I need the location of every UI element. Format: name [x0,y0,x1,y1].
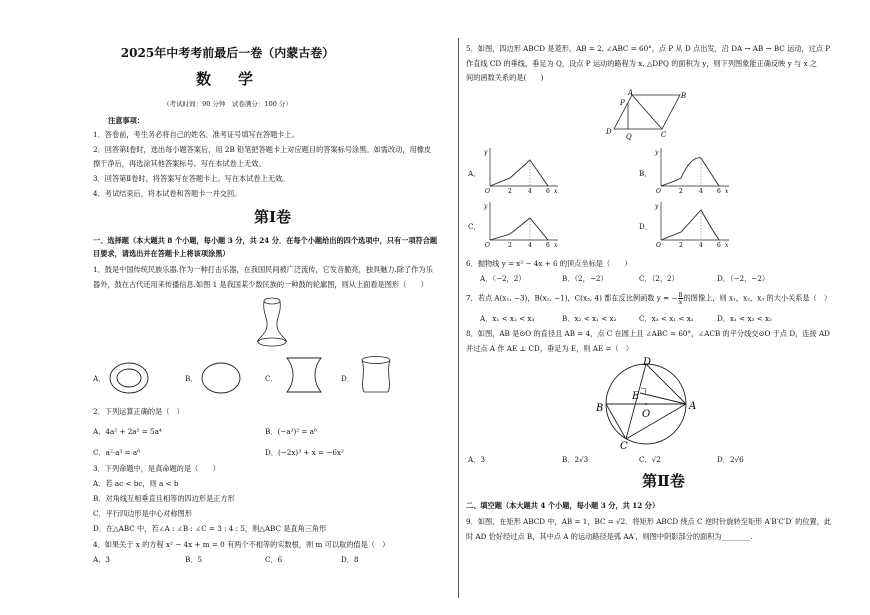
q6-stem: 6．抛物线 y = x² − 4x + 6 的顶点坐标是（ ） [466,259,632,268]
q5-rhombus-figure [606,89,690,141]
q5-stem: 5．如图，四边形 ABCD 是菱形，AB = 2, ∠ABC = 60°，点 P 从 D 点出发，沿 DA → AB → BC 运动，过点 P [466,44,831,53]
q4-stem: 4．如果关于 x 的方程 x² − 4x + m = 0 有两个不相等的实数根，则 m 可以取的值是（ ） [93,540,390,549]
note-item: 擦干净后，再选涂其他答案标号。写在本试卷上无效。 [93,159,266,168]
q2-option-d[interactable]: D．(−2x)³ + x = −6x² [265,448,344,457]
q1-option-c[interactable]: C． [265,374,278,383]
note-item: 2．回答第Ⅰ卷时，选出每小题答案后，用 2B 铅笔把答题卡上对应题目的答案标号涂黑。如需改动，用橡皮 [93,145,432,154]
q5-graph-x-label: x [725,242,729,249]
q2-stem: 2．下列运算正确的是（ ） [93,407,184,416]
q5-graph-y-label: y [655,203,659,210]
q7-fraction-denominator: x [678,298,683,306]
q8-option-c[interactable]: C．√2 [639,455,661,464]
q5-graph-tick: 6 [717,242,721,249]
q7-option-c[interactable]: C．x₃ < x₁ < x₂ [639,314,694,323]
q5-graph-c [482,200,562,248]
q5-graph-d [653,200,733,248]
q7-fraction-numerator: 8 [678,291,683,299]
q3-stem: 3．下列命题中，是真命题的是（ ） [93,464,220,473]
q6-option-d[interactable]: D．（−2，−2） [717,274,770,283]
q7-stem-part: 7．若点 A(x₁, −3)，B(x₂, −1)，C(x₃, 4) 都在反比例函数 y = − [466,293,678,303]
q5-graph-b [653,146,733,194]
q9-stem: 时 AD 恰好经过点 B，其中点 A 的运动路径是弧 AA′，则图中阴影部分的面积为________. [466,532,753,541]
section1-intro: 目要求，请选出并在答题卡上将该项涂黑） [93,249,230,258]
q5-graph-x-label: x [554,242,558,249]
q6-option-b[interactable]: B．（2，−2） [562,274,608,283]
exam-title: 2025年中考考前最后一卷（内蒙古卷） [120,46,335,60]
q2-option-c[interactable]: C．a²·a³ = a⁶ [93,448,141,457]
note-item: 3．回答第Ⅱ卷时，将答案写在答题卡上。写在本试卷上无效。 [93,174,290,183]
q8-stem: 8．如图，AB 是⊙O 的直径且 AB = 4，点 C 在圆上且 ∠ABC = 60°，∠ACB 的平分线交⊙O 于点 D，连接 AD [466,329,830,338]
q5-stem: 间的函数关系的是( ) [466,73,544,82]
note-item: 4．考试结束后，将本试卷和答题卡一并交回。 [93,189,242,198]
q4-option-d[interactable]: D．8 [341,555,359,564]
section2-title: 第Ⅱ卷 [642,472,685,490]
q5-graph-tick: 4 [699,188,703,195]
q5-graph-tick: 4 [528,242,532,249]
q5-graph-a [482,146,562,194]
q1-option-a[interactable]: A． [93,374,106,383]
q8-option-a[interactable]: A．3 [468,455,485,464]
q1-option-c-figure [283,354,325,396]
q8-label-o: O [642,409,651,420]
q7-option-d[interactable]: D．x₁ < x₃ < x₂ [717,314,772,323]
q5-graph-tick: 2 [679,242,683,249]
q5-graph-x-label: x [725,188,729,195]
q2-option-b[interactable]: B．(−a³)² = a⁶ [265,427,317,436]
q5-label-q: Q [626,133,632,141]
q5-graph-tick: 2 [508,242,512,249]
q8-circle-figure [596,355,702,450]
q5-option-c[interactable]: C． [468,222,481,231]
q5-label-a: A [628,89,634,97]
q5-label-b: B [681,92,687,100]
q4-option-c[interactable]: C．6 [265,555,283,564]
q1-stem: 器外，鼓在古代还用来传播信息.如图 1 是我国某少数民族的一种鼓的轮廓图，则从上面看是图形（ ） [93,280,428,289]
q5-stem: 作直线 CD 的垂线，垂足为 Q，设点 P 运动的路程为 x, △DPQ 的面积为 y，则下列图象能正确反映 y 与 x 之 [466,59,817,68]
q8-label-e: E [632,391,640,402]
q5-option-d[interactable]: D． [639,222,652,231]
q5-graph-tick: 6 [546,242,550,249]
q5-graph-tick: 6 [717,188,721,195]
exam-subject: 数 学 [195,70,259,88]
q5-graph-y-label: y [484,203,488,210]
q1-option-a-figure [106,361,152,395]
q3-option-a[interactable]: A．若 ac < bc，则 a < b [93,479,179,488]
q5-graph-tick: 6 [546,188,550,195]
q5-label-d: D [606,128,612,136]
q2-option-a[interactable]: A．4a² + 2a² = 5a⁴ [93,427,162,436]
q5-label-p: P [620,99,625,107]
column-divider [458,38,459,598]
q5-graph-tick: 4 [699,242,703,249]
q4-option-a[interactable]: A．3 [93,555,110,564]
q7-option-b[interactable]: B．x₂ < x₁ < x₃ [562,314,617,323]
q5-graph-tick: 2 [508,188,512,195]
section1-intro: 一、选择题（本大题共 8 个小题，每小题 3 分，共 24 分．在每个小题给出的四个选项中，只有一项符合题 [93,236,438,245]
q1-drum-figure [252,296,292,348]
exam-info: （考试时间：90 分钟 试卷满分：100 分） [163,100,292,108]
q3-option-c[interactable]: C．平行四边形是中心对称图形 [93,509,192,518]
q7-option-a[interactable]: A．x₁ < x₂ < x₃ [480,314,535,323]
q5-graph-y-label: y [484,149,488,156]
q7-stem-part: 的图像上，则 x₁，x₂，x₃ 的大小关系是（ ） [683,293,832,303]
q5-graph-y-label: y [655,149,659,156]
q9-stem: 9．如图，在矩形 ABCD 中，AB = 1，BC = √2．将矩形 ABCD 绕点 C 逆时针旋转至矩形 A′B′C′D′ 的位置，此 [466,517,832,526]
q7-stem [466,292,831,305]
q5-graph-origin: O [485,242,490,249]
q6-option-a[interactable]: A．（−2，2） [480,274,526,283]
section2-intro: 二、填空题（本大题共 4 个小题，每小题 3 分，共 12 分） [466,501,660,510]
q1-option-d-figure [356,354,396,396]
q4-option-b[interactable]: B．5 [185,555,203,564]
q5-graph-tick: 2 [679,188,683,195]
q8-option-b[interactable]: B．2√3 [562,455,589,464]
q1-stem: 1．鼓是中国传统民族乐器.作为一种打击乐器，在我国民间被广泛流传，它发音脆亮，独具魅力.除了作为乐 [93,265,433,274]
q8-label-d: D [643,357,652,368]
q6-option-c[interactable]: C．（2，2） [639,274,679,283]
q5-graph-origin: O [656,242,661,249]
q3-option-d[interactable]: D．在△ABC 中，若∠A : ∠B : ∠C = 3 : 4 : 5，则△ABC 是直角三角形 [93,524,327,533]
q5-label-c: C [661,131,667,139]
q8-label-b: B [596,403,604,414]
note-item: 1．答卷前，考生务必将自己的姓名、准考证号填写在答题卡上。 [93,130,299,139]
q1-option-b-figure [198,361,244,395]
q5-graph-tick: 4 [528,188,532,195]
q3-option-b[interactable]: B．对角线互相垂直且相等的四边形是正方形 [93,494,235,503]
q5-option-b[interactable]: B． [639,169,652,178]
q8-label-c: C [620,441,628,452]
q5-graph-origin: O [485,188,490,195]
q8-option-d[interactable]: D．2√6 [717,455,744,464]
q1-option-b[interactable]: B． [185,374,198,383]
section1-title: 第Ⅰ卷 [253,208,292,226]
q5-option-a[interactable]: A． [468,169,481,178]
q8-stem: 并过点 A 作 AE ⊥ CD，垂足为 E，则 AE =（ ） [466,344,634,353]
q1-option-d[interactable]: D． [341,374,354,383]
q5-graph-origin: O [656,188,661,195]
notes-heading: 注意事项： [108,116,144,125]
q5-graph-x-label: x [554,188,558,195]
q8-label-a: A [689,401,697,412]
